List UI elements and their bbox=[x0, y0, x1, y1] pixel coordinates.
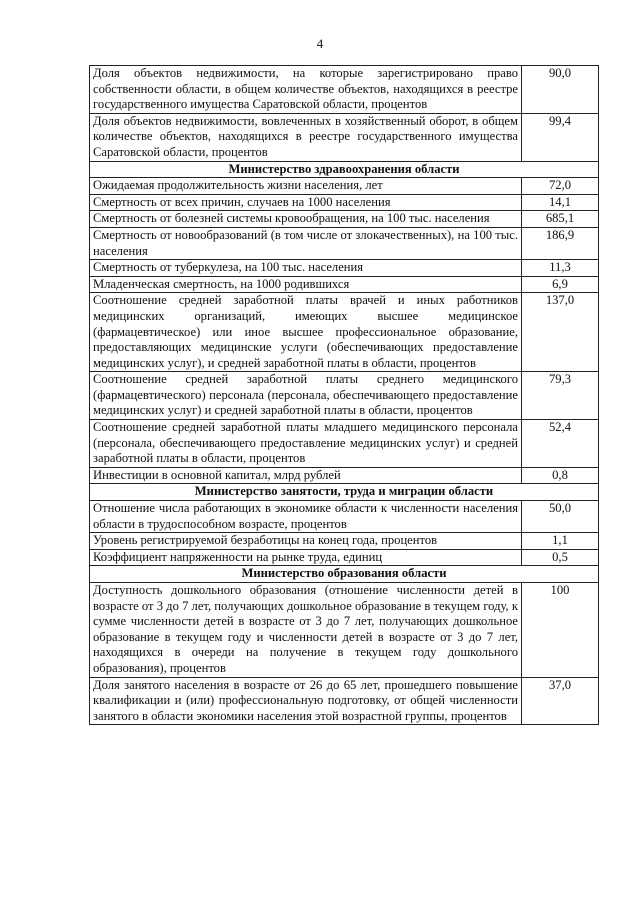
section-header-row bbox=[90, 484, 599, 501]
indicator-description: Доля объектов недвижимости, вовлеченных в хозяйственный оборот, в общем количестве объектов, находящихся в реестре государственного имущества Саратовской области, процентов bbox=[90, 113, 522, 161]
indicator-value: 11,3 bbox=[522, 260, 599, 277]
indicator-description: Смертность от всех причин, случаев на 1000 населения bbox=[90, 194, 522, 211]
indicator-description: Соотношение средней заработной платы младшего медицинского персонала (персонала, обеспечивающего предоставление медицинских услуг) и средней заработной платы в области, процентов bbox=[90, 420, 522, 468]
table-row bbox=[90, 501, 599, 533]
indicator-value: 37,0 bbox=[522, 677, 599, 725]
indicator-description: Ожидаемая продолжительность жизни населения, лет bbox=[90, 178, 522, 195]
table-row bbox=[90, 533, 599, 550]
table-row bbox=[90, 467, 599, 484]
indicator-value: 50,0 bbox=[522, 501, 599, 533]
table-row bbox=[90, 227, 599, 259]
indicator-description: Инвестиции в основной капитал, млрд рублей bbox=[90, 467, 522, 484]
indicator-value: 186,9 bbox=[522, 227, 599, 259]
indicator-value: 1,1 bbox=[522, 533, 599, 550]
indicator-description: Доступность дошкольного образования (отношение численности детей в возрасте от 3 до 7 лет, получающих дошкольное образование в текущем году, к сумме численности детей в возрасте от 3 до 7 лет, получающих дошкольное образование в текущем году и численности детей в возрасте от 3 до 7 лет, находящихся в очереди на получение в текущем году дошкольного образования), процентов bbox=[90, 583, 522, 678]
table-row bbox=[90, 178, 599, 195]
indicator-value: 99,4 bbox=[522, 113, 599, 161]
indicators-table bbox=[89, 65, 599, 725]
section-header-row bbox=[90, 566, 599, 583]
indicator-description: Смертность от новообразований (в том числе от злокачественных), на 100 тыс. населения bbox=[90, 227, 522, 259]
table-row bbox=[90, 211, 599, 228]
indicators-table-body bbox=[90, 66, 599, 725]
table-row bbox=[90, 276, 599, 293]
indicator-value: 79,3 bbox=[522, 372, 599, 420]
section-title: Министерство образования области bbox=[90, 566, 599, 583]
indicator-description: Младенческая смертность, на 1000 родившихся bbox=[90, 276, 522, 293]
indicator-description: Смертность от болезней системы кровообращения, на 100 тыс. населения bbox=[90, 211, 522, 228]
indicator-value: 90,0 bbox=[522, 66, 599, 114]
table-row bbox=[90, 420, 599, 468]
indicator-description: Доля объектов недвижимости, на которые зарегистрировано право собственности области, в общем количестве объектов, находящихся в реестре государственного имущества Саратовской области, процентов bbox=[90, 66, 522, 114]
indicator-value: 100 bbox=[522, 583, 599, 678]
indicator-description: Смертность от туберкулеза, на 100 тыс. населения bbox=[90, 260, 522, 277]
indicator-description: Коэффициент напряженности на рынке труда, единиц bbox=[90, 549, 522, 566]
indicator-value: 137,0 bbox=[522, 293, 599, 372]
indicator-value: 52,4 bbox=[522, 420, 599, 468]
indicator-value: 0,5 bbox=[522, 549, 599, 566]
indicator-description: Уровень регистрируемой безработицы на конец года, процентов bbox=[90, 533, 522, 550]
table-row bbox=[90, 677, 599, 725]
table-row bbox=[90, 549, 599, 566]
indicator-value: 14,1 bbox=[522, 194, 599, 211]
table-row bbox=[90, 113, 599, 161]
indicator-description: Соотношение средней заработной платы среднего медицинского (фармацевтического) персонала (персонала, обеспечивающего предоставление медицинских услуг) и средней заработной платы в области, процентов bbox=[90, 372, 522, 420]
section-header-row bbox=[90, 161, 599, 178]
table-row bbox=[90, 293, 599, 372]
section-title: Министерство занятости, труда и миграции области bbox=[90, 484, 599, 501]
indicator-value: 685,1 bbox=[522, 211, 599, 228]
section-title: Министерство здравоохранения области bbox=[90, 161, 599, 178]
table-row bbox=[90, 66, 599, 114]
indicator-description: Соотношение средней заработной платы врачей и иных работников медицинских организаций, имеющих высшее медицинское (фармацевтическое) или иное высшее профессиональное образование, предоставляющих медицинские услуги (обеспечивающих предоставление медицинских услуг), и средней заработной платы в области, процентов bbox=[90, 293, 522, 372]
indicator-value: 72,0 bbox=[522, 178, 599, 195]
indicator-description: Отношение числа работающих в экономике области к численности населения области в трудоспособном возрасте, процентов bbox=[90, 501, 522, 533]
table-row bbox=[90, 583, 599, 678]
indicator-value: 0,8 bbox=[522, 467, 599, 484]
table-row bbox=[90, 194, 599, 211]
indicator-description: Доля занятого населения в возрасте от 26 до 65 лет, прошедшего повышение квалификации и (или) профессиональную подготовку, от общей численности занятого в области экономики населения этой возрастной группы, процентов bbox=[90, 677, 522, 725]
indicator-value: 6,9 bbox=[522, 276, 599, 293]
table-row bbox=[90, 372, 599, 420]
page-number: 4 bbox=[316, 36, 324, 51]
table-row bbox=[90, 260, 599, 277]
